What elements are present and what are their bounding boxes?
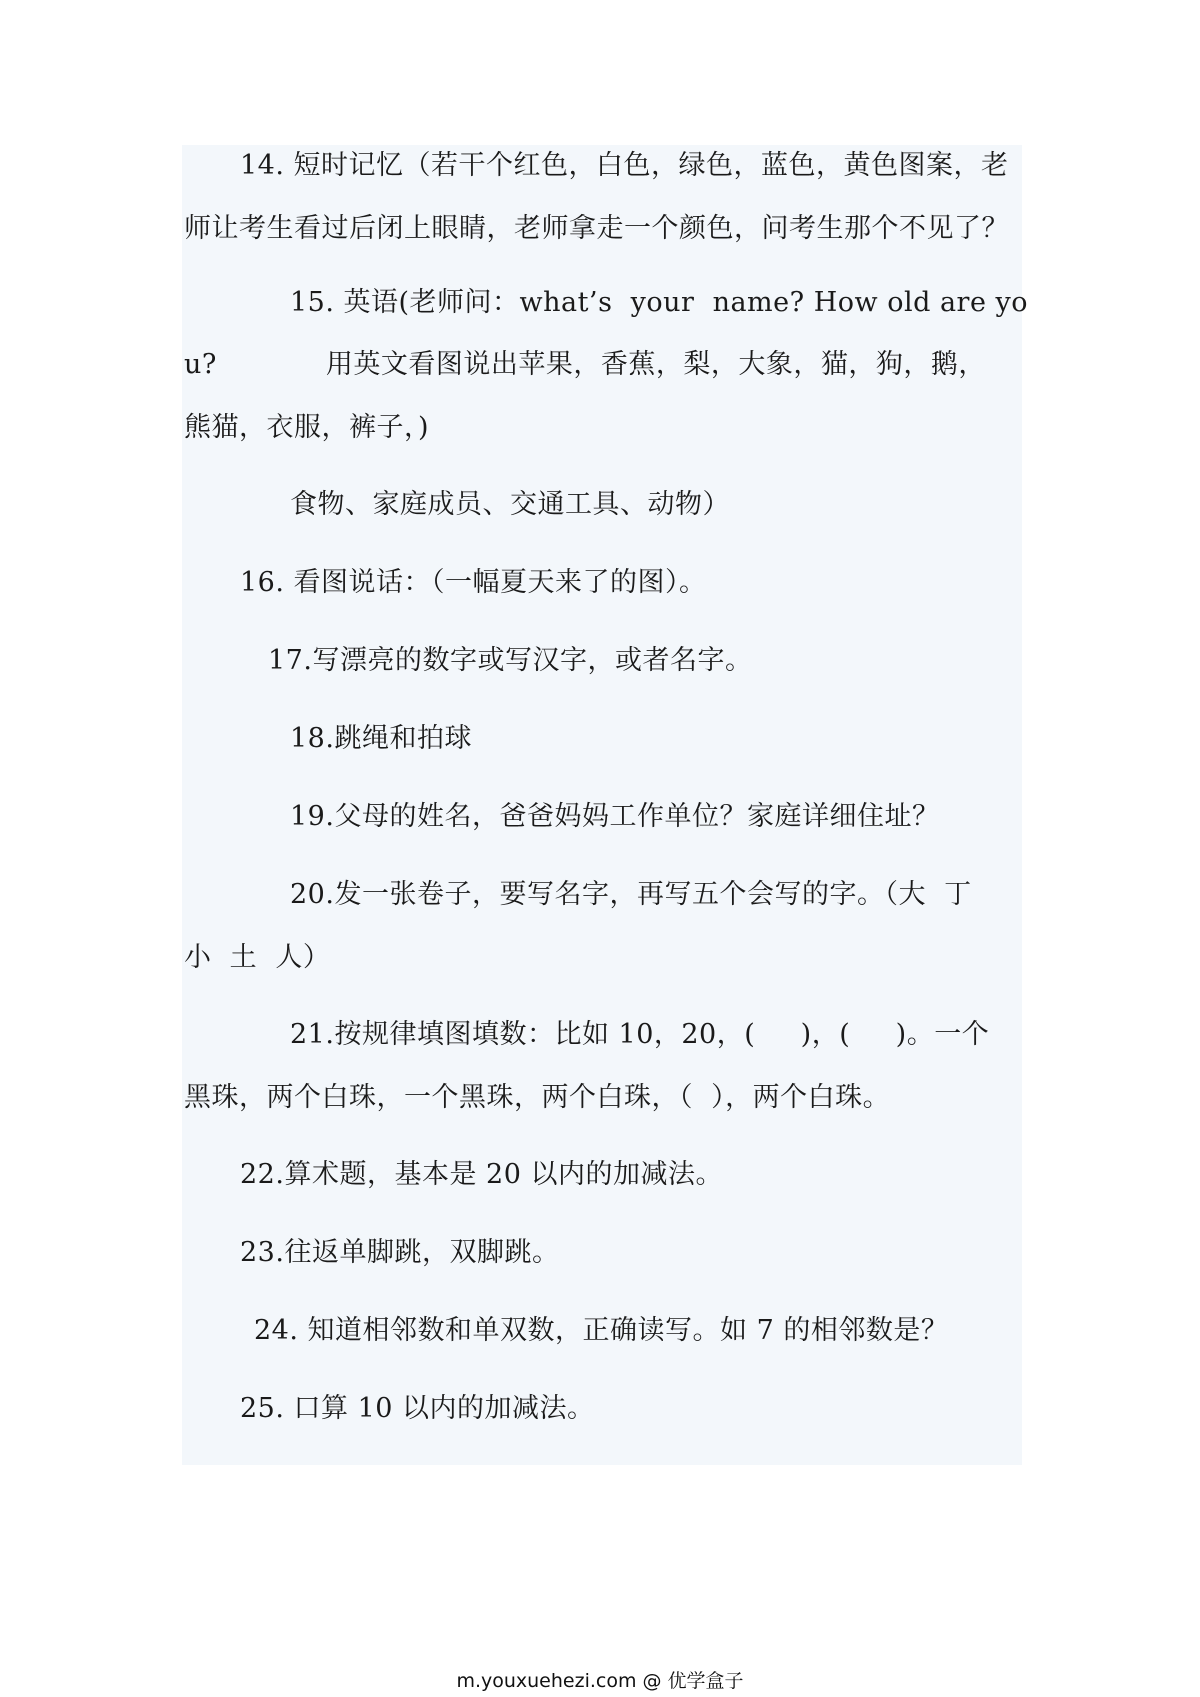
item-24: 24. 知道相邻数和单双数，正确读写。如 7 的相邻数是？ (254, 1315, 949, 1346)
item-15-line-2: u? 用英文看图说出苹果，香蕉，梨，大象，猫，狗，鹅， (184, 349, 986, 380)
item-21-line-1: 21.按规律填图填数：比如 10，20，( )，( )。一个 (290, 1019, 990, 1050)
item-21-line-2: 黑珠，两个白珠，一个黑珠，两个白珠，（ ），两个白珠。 (184, 1082, 891, 1113)
item-20-line-1: 20.发一张卷子，要写名字，再写五个会写的字。（大 丁 (290, 879, 972, 910)
item-14-line-1: 14. 短时记忆（若干个红色，白色，绿色，蓝色，黄色图案，老 (240, 150, 1009, 181)
footer-watermark: m.youxuehezi.com @ 优学盒子 (456, 1670, 744, 1692)
item-15-line-1: 15. 英语(老师问：what’s your name? How old are yo (290, 287, 1029, 318)
item-14-line-2: 师让考生看过后闭上眼睛，老师拿走一个颜色，问考生那个不见了？ (184, 213, 1009, 244)
item-18: 18.跳绳和拍球 (290, 723, 472, 754)
item-20-line-2: 小 土 人） (184, 942, 331, 973)
item-16: 16. 看图说话：（一幅夏天来了的图）。 (240, 567, 707, 598)
item-17: 17.写漂亮的数字或写汉字，或者名字。 (268, 645, 753, 676)
item-15-line-4: 食物、家庭成员、交通工具、动物） (290, 489, 730, 520)
document-content-panel (182, 145, 1029, 1465)
item-25: 25. 口算 10 以内的加减法。 (240, 1393, 595, 1424)
item-15-line-3: 熊猫，衣服，裤子，) (184, 412, 430, 443)
item-23: 23.往返单脚跳，双脚跳。 (240, 1237, 560, 1268)
item-22: 22.算术题，基本是 20 以内的加减法。 (240, 1159, 723, 1190)
item-19: 19.父母的姓名，爸爸妈妈工作单位？家庭详细住址？ (290, 801, 940, 832)
